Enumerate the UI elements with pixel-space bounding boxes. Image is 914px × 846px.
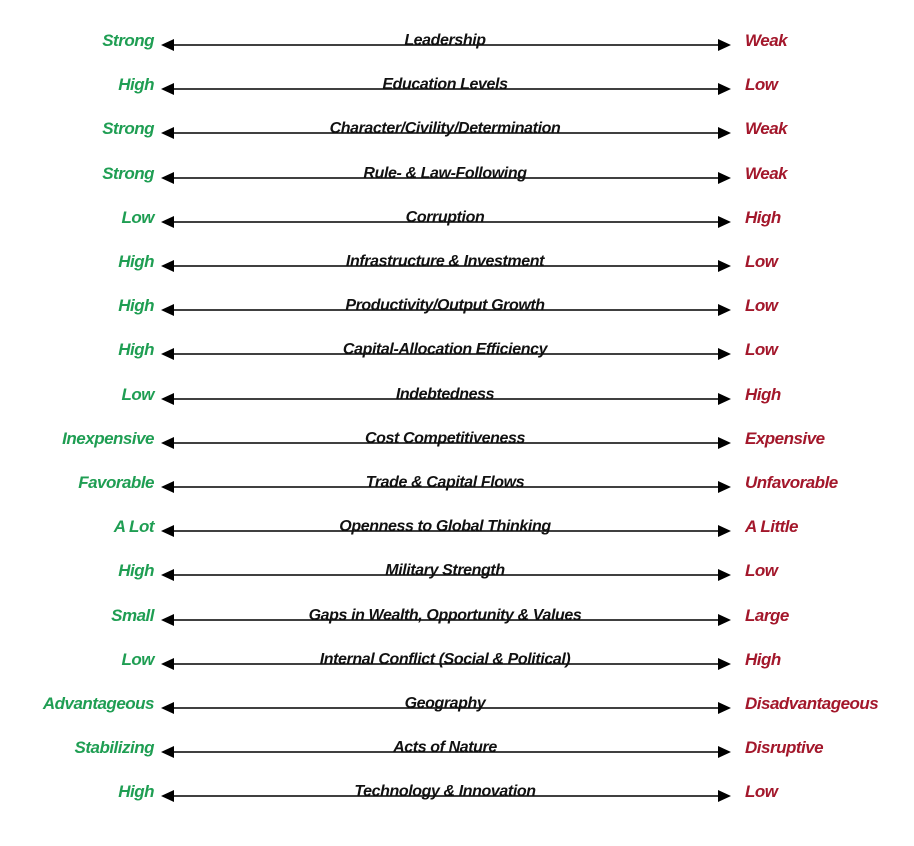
left-label: Small bbox=[111, 605, 154, 625]
factor-label: Geography bbox=[404, 695, 486, 712]
factor-label: Leadership bbox=[404, 32, 486, 49]
left-label: Strong bbox=[102, 119, 154, 139]
factor-label: Productivity/Output Growth bbox=[345, 297, 545, 315]
factor-label: Character/Civility/Determination bbox=[329, 120, 561, 138]
spectrum-row bbox=[0, 30, 914, 74]
factor-label: Technology & Innovation bbox=[354, 783, 536, 801]
factor-label: Education Levels bbox=[382, 76, 508, 94]
left-label: High bbox=[118, 252, 154, 271]
spectrum-row bbox=[0, 207, 914, 251]
spectrum-row bbox=[0, 560, 914, 604]
factor-label: Trade & Capital Flows bbox=[365, 474, 525, 491]
left-label: Low bbox=[121, 207, 154, 227]
right-label: High bbox=[745, 649, 781, 669]
left-label: High bbox=[118, 340, 154, 360]
factor-label: Rule- & Law-Following bbox=[363, 164, 527, 182]
left-label: Strong bbox=[102, 163, 154, 183]
left-label: High bbox=[118, 561, 154, 581]
spectrum-row bbox=[0, 251, 914, 295]
right-label: Low bbox=[745, 296, 778, 316]
spectrum-row bbox=[0, 295, 914, 339]
spectrum-row bbox=[0, 163, 914, 207]
left-label: A Lot bbox=[113, 517, 154, 537]
right-label: Disadvantageous bbox=[745, 694, 879, 713]
factor-label: Internal Conflict (Social & Political) bbox=[319, 650, 571, 668]
right-label: Disruptive bbox=[745, 738, 824, 758]
right-label: High bbox=[745, 207, 781, 227]
spectrum-row bbox=[0, 472, 914, 516]
right-label: Low bbox=[745, 252, 778, 271]
left-label: Stabilizing bbox=[74, 738, 154, 758]
right-label: Weak bbox=[745, 163, 788, 183]
spectrum-row bbox=[0, 118, 914, 162]
spectrum-row bbox=[0, 428, 914, 472]
spectrum-row bbox=[0, 605, 914, 649]
spectrum-row bbox=[0, 693, 914, 737]
right-label: Low bbox=[745, 782, 778, 802]
left-label: Low bbox=[121, 649, 154, 669]
factor-label: Gaps in Wealth, Opportunity & Values bbox=[308, 606, 582, 624]
spectrum-row bbox=[0, 74, 914, 118]
right-label: High bbox=[745, 384, 781, 404]
right-label: A Little bbox=[745, 517, 798, 537]
left-label: Strong bbox=[102, 31, 154, 50]
spectrum-row bbox=[0, 781, 914, 825]
right-label: Weak bbox=[745, 119, 788, 139]
factor-label: Capital-Allocation Efficiency bbox=[342, 341, 548, 359]
left-label: Low bbox=[121, 384, 154, 404]
spectrum-row bbox=[0, 339, 914, 383]
factor-label: Openness to Global Thinking bbox=[339, 518, 551, 536]
factor-label: Cost Competitiveness bbox=[364, 429, 526, 447]
right-label: Expensive bbox=[745, 428, 825, 448]
spectrum-row bbox=[0, 649, 914, 693]
right-label: Weak bbox=[745, 31, 788, 50]
spectrum-row bbox=[0, 737, 914, 781]
left-label: Inexpensive bbox=[62, 428, 154, 448]
factor-label: Acts of Nature bbox=[393, 739, 497, 757]
left-label: Advantageous bbox=[42, 694, 154, 713]
factor-label: Military Strength bbox=[385, 562, 505, 580]
spectrum-row bbox=[0, 516, 914, 560]
right-label: Low bbox=[745, 75, 778, 95]
left-label: High bbox=[118, 75, 154, 95]
right-label: Low bbox=[745, 561, 778, 581]
left-label: Favorable bbox=[78, 473, 154, 492]
left-label: High bbox=[118, 296, 154, 316]
factor-label: Corruption bbox=[405, 208, 485, 226]
factor-label: Indebtedness bbox=[395, 385, 495, 403]
left-label: High bbox=[118, 782, 154, 802]
spectrum-row bbox=[0, 384, 914, 428]
right-label: Unfavorable bbox=[745, 473, 838, 492]
factor-label: Infrastructure & Investment bbox=[345, 253, 545, 270]
right-label: Large bbox=[745, 605, 789, 625]
right-label: Low bbox=[745, 340, 778, 360]
